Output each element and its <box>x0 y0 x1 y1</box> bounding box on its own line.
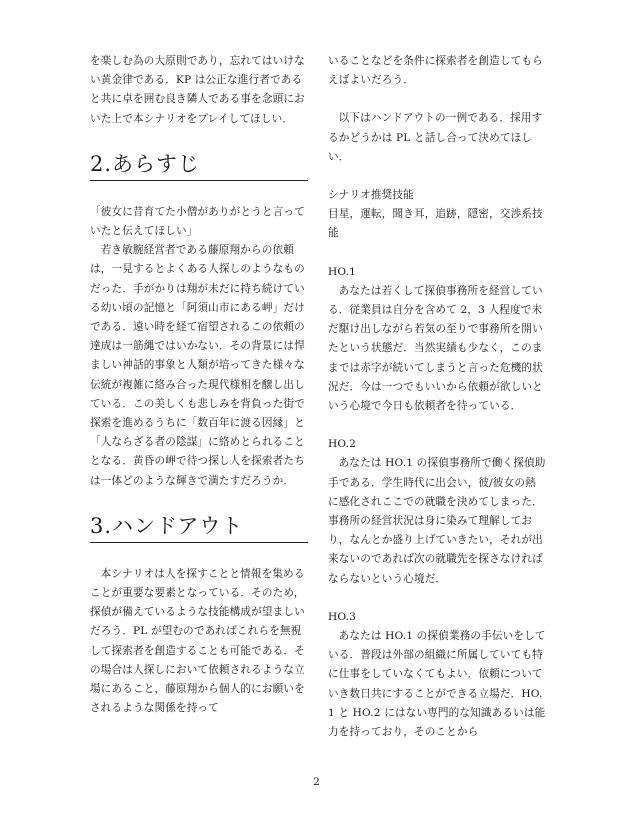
right-column <box>328 52 546 742</box>
skills-list: 目星，運転，聞き耳，追跡，隠密，交渉系技能 <box>328 208 543 240</box>
handout-intro: 本シナリオは人を探すことと情報を集めることが重要な要素となっている．そのため，探偵が備えているような技能構成が望ましいだろう．PL が望むのであればこれらを無視して探索者を創造することも可能である．その場合は人探しにおいて依頼されるような立場にあること，藤原翔から個人的にお願いをされるような関係を持って <box>90 567 305 715</box>
ho2-label: HO.2 <box>328 438 357 451</box>
skills-label: シナリオ推奨技能 <box>328 189 414 202</box>
handout-note: 以下はハンドアウトの一例である．採用するかどうかは PL と話し合って決めてほしい． <box>328 112 543 163</box>
synopsis-body: 若き敏腕経営者である藤原翔からの依頼は，一見するとよくある人探しのようなものだった．手がかりは翔が未だに持ち続けている幼い頃の記憶と「阿須山市にある岬」だけである．遠い時を経て宿望されるこの依頼の達成は一筋縄ではいかない．その背景には悍ましい神話的事象と人類が培ってきた様々な伝統が複雑に絡み合った現代様相を醸し出している．この美しくも悲しみを背負った街で探索を進めるうちに「数百年に渡る因縁」と「人ならざる者の陰謀」に絡めとられることとなる．黄昏の岬で待つ探し人を探索者たちは一体どのような輝きで満たすだろうか． <box>90 244 305 487</box>
ho1-label: HO.1 <box>328 265 357 278</box>
section-heading-handout: 3.ハンドアウト <box>90 513 308 543</box>
left-column <box>90 52 308 718</box>
ho3-text: あなたは HO.1 の探偵業務の手伝いをしている．普段は外部の組織に所属していても特に仕事をしていなくてもよい．依頼についていき数日共にすることができる立場だ．HO.1 と HO.2 にはない専門的な知識あるいは能力を持っており，そのことから <box>328 630 546 739</box>
page-number: 2 <box>313 776 320 788</box>
synopsis-quote: 「彼女に昔育てた小僧がありがとうと言っていたと伝えてほしい」 <box>90 205 305 238</box>
right-continuation: いることなどを条件に探索者を創造してもらえばよいだろう． <box>328 55 543 87</box>
ho3-label: HO.3 <box>328 610 357 623</box>
ho2-text: あなたは HO.1 の探偵事務所で働く探偵助手である．学生時代に出会い，彼/彼女の熱に感化されここでの就職を決めてしまった．事務所の経営状況は身に染みて理解しており，なんとか盛り上げていきたい，それが出来ないのであれば次の就職先を探さなければならないという心境だ． <box>328 457 546 585</box>
ho1-text: あなたは若くして探偵事務所を経営している．従業員は自分を含めて 2，3 人程度で未だ駆け出しながら若気の至りで事務所を開いたという状態だ．当然実績も少なく，このままでは赤字が続いてしまうと言った危機的状況だ．今は一つでもいいから依頼が欲しいという心境で今日も依頼者を待っている． <box>328 284 543 413</box>
intro-continuation: を楽しむ為の大原則であり，忘れてはいけない黄金律である．KP は公正な進行者であると共に卓を囲む良き隣人である事を念頭においた上で本シナリオをプレイしてほしい． <box>90 55 305 125</box>
section-heading-synopsis: 2.あらすじ <box>90 151 308 181</box>
